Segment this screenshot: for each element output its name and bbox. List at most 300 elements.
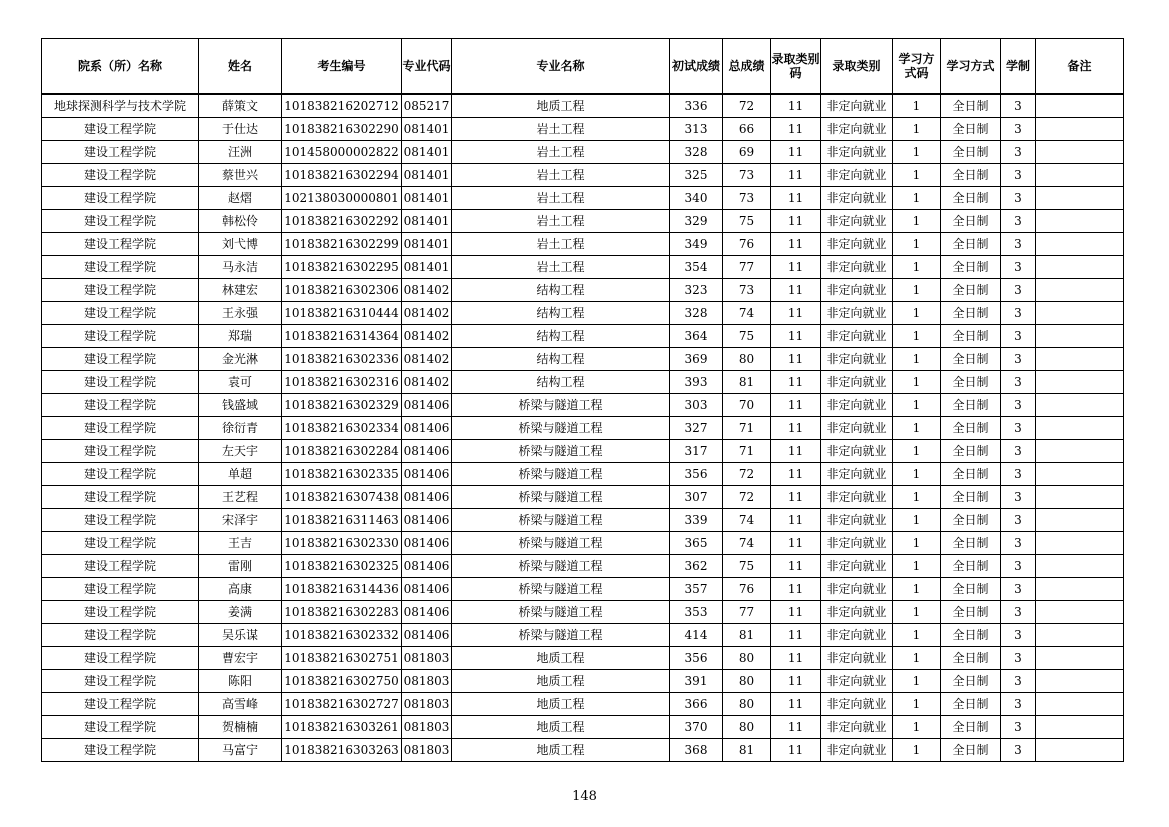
cell-initial-score: 366 [670,693,723,716]
cell-major-code: 081406 [402,555,452,578]
cell-major-code: 081406 [402,417,452,440]
col-header-initial-score: 初试成绩 [670,39,723,95]
cell-major-name: 地质工程 [452,693,670,716]
cell-admission-type-code: 11 [771,601,821,624]
cell-initial-score: 354 [670,256,723,279]
cell-total-score: 76 [723,578,771,601]
cell-major-name: 桥梁与隧道工程 [452,486,670,509]
cell-name: 雷刚 [199,555,282,578]
cell-admission-type: 非定向就业 [821,509,893,532]
cell-total-score: 73 [723,279,771,302]
cell-duration: 3 [1001,348,1036,371]
cell-study-mode: 全日制 [941,624,1001,647]
cell-study-mode: 全日制 [941,348,1001,371]
table-body [42,94,1124,762]
cell-remarks [1036,693,1124,716]
cell-department: 建设工程学院 [42,670,199,693]
cell-initial-score: 349 [670,233,723,256]
table-row [42,371,1124,394]
col-header-admission-type-code: 录取类别码 [771,39,821,95]
cell-department: 建设工程学院 [42,210,199,233]
cell-study-mode-code: 1 [893,187,941,210]
cell-major-name: 桥梁与隧道工程 [452,417,670,440]
cell-duration: 3 [1001,279,1036,302]
cell-initial-score: 307 [670,486,723,509]
cell-major-name: 桥梁与隧道工程 [452,394,670,417]
cell-remarks [1036,739,1124,762]
cell-study-mode-code: 1 [893,141,941,164]
cell-department: 建设工程学院 [42,302,199,325]
cell-duration: 3 [1001,325,1036,348]
cell-admission-type: 非定向就业 [821,141,893,164]
cell-candidate-id: 101838216302332 [282,624,402,647]
cell-major-code: 081406 [402,486,452,509]
cell-name: 王艺程 [199,486,282,509]
cell-admission-type-code: 11 [771,739,821,762]
cell-major-code: 081401 [402,233,452,256]
cell-initial-score: 313 [670,118,723,141]
cell-name: 袁可 [199,371,282,394]
cell-study-mode: 全日制 [941,118,1001,141]
cell-name: 单超 [199,463,282,486]
cell-candidate-id: 101838216302329 [282,394,402,417]
table-row [42,94,1124,118]
table-row [42,739,1124,762]
cell-department: 建设工程学院 [42,532,199,555]
cell-initial-score: 325 [670,164,723,187]
cell-department: 建设工程学院 [42,141,199,164]
cell-study-mode-code: 1 [893,279,941,302]
cell-remarks [1036,486,1124,509]
cell-name: 宋泽宇 [199,509,282,532]
cell-admission-type: 非定向就业 [821,256,893,279]
cell-major-name: 岩土工程 [452,187,670,210]
cell-name: 刘弋博 [199,233,282,256]
cell-department: 建设工程学院 [42,256,199,279]
cell-department: 建设工程学院 [42,486,199,509]
cell-major-name: 桥梁与隧道工程 [452,578,670,601]
table-row [42,325,1124,348]
cell-department: 建设工程学院 [42,555,199,578]
cell-department: 建设工程学院 [42,233,199,256]
cell-major-code: 081406 [402,440,452,463]
cell-remarks [1036,440,1124,463]
cell-duration: 3 [1001,578,1036,601]
cell-admission-type-code: 11 [771,371,821,394]
cell-candidate-id: 101838216302299 [282,233,402,256]
cell-department: 建设工程学院 [42,693,199,716]
cell-major-code: 081401 [402,141,452,164]
cell-total-score: 72 [723,486,771,509]
cell-admission-type-code: 11 [771,486,821,509]
cell-duration: 3 [1001,670,1036,693]
cell-total-score: 69 [723,141,771,164]
cell-admission-type-code: 11 [771,578,821,601]
cell-admission-type-code: 11 [771,118,821,141]
cell-department: 建设工程学院 [42,187,199,210]
cell-duration: 3 [1001,693,1036,716]
cell-admission-type-code: 11 [771,141,821,164]
cell-remarks [1036,578,1124,601]
cell-remarks [1036,187,1124,210]
cell-initial-score: 393 [670,371,723,394]
cell-major-code: 081406 [402,509,452,532]
cell-total-score: 80 [723,693,771,716]
cell-remarks [1036,394,1124,417]
cell-study-mode-code: 1 [893,509,941,532]
cell-name: 韩松伶 [199,210,282,233]
cell-major-code: 081406 [402,601,452,624]
cell-total-score: 80 [723,670,771,693]
cell-initial-score: 414 [670,624,723,647]
table-row [42,187,1124,210]
cell-department: 建设工程学院 [42,463,199,486]
cell-admission-type: 非定向就业 [821,118,893,141]
cell-admission-type: 非定向就业 [821,348,893,371]
cell-major-name: 结构工程 [452,348,670,371]
cell-admission-type: 非定向就业 [821,624,893,647]
cell-candidate-id: 101838216311463 [282,509,402,532]
table-row [42,463,1124,486]
cell-name: 薛策文 [199,94,282,118]
cell-study-mode-code: 1 [893,440,941,463]
cell-remarks [1036,233,1124,256]
cell-study-mode: 全日制 [941,601,1001,624]
cell-major-name: 桥梁与隧道工程 [452,555,670,578]
cell-study-mode: 全日制 [941,256,1001,279]
col-header-remarks: 备注 [1036,39,1124,95]
cell-admission-type: 非定向就业 [821,463,893,486]
table-row [42,578,1124,601]
cell-duration: 3 [1001,394,1036,417]
cell-candidate-id: 101838216302283 [282,601,402,624]
cell-name: 金光淋 [199,348,282,371]
cell-initial-score: 368 [670,739,723,762]
col-header-total-score: 总成绩 [723,39,771,95]
col-header-department: 院系（所）名称 [42,39,199,95]
cell-remarks [1036,164,1124,187]
cell-duration: 3 [1001,141,1036,164]
cell-initial-score: 329 [670,210,723,233]
cell-candidate-id: 101838216302727 [282,693,402,716]
col-header-admission-type: 录取类别 [821,39,893,95]
cell-admission-type-code: 11 [771,394,821,417]
cell-total-score: 81 [723,739,771,762]
cell-total-score: 80 [723,716,771,739]
cell-major-name: 桥梁与隧道工程 [452,624,670,647]
cell-admission-type: 非定向就业 [821,647,893,670]
cell-initial-score: 370 [670,716,723,739]
cell-study-mode-code: 1 [893,164,941,187]
cell-initial-score: 391 [670,670,723,693]
cell-candidate-id: 101838216314436 [282,578,402,601]
cell-name: 郑瑞 [199,325,282,348]
cell-study-mode-code: 1 [893,693,941,716]
cell-major-code: 081803 [402,670,452,693]
cell-remarks [1036,94,1124,118]
cell-major-code: 081406 [402,578,452,601]
cell-admission-type-code: 11 [771,256,821,279]
cell-candidate-id: 101838216314364 [282,325,402,348]
cell-total-score: 81 [723,624,771,647]
table-row [42,532,1124,555]
table-row [42,118,1124,141]
cell-candidate-id: 101838216302334 [282,417,402,440]
cell-total-score: 75 [723,210,771,233]
cell-remarks [1036,279,1124,302]
cell-study-mode: 全日制 [941,94,1001,118]
cell-study-mode: 全日制 [941,693,1001,716]
cell-candidate-id: 101838216310444 [282,302,402,325]
cell-major-code: 081406 [402,394,452,417]
cell-department: 建设工程学院 [42,394,199,417]
cell-study-mode: 全日制 [941,302,1001,325]
cell-major-code: 081803 [402,739,452,762]
cell-major-name: 结构工程 [452,371,670,394]
cell-study-mode-code: 1 [893,302,941,325]
cell-admission-type: 非定向就业 [821,578,893,601]
cell-duration: 3 [1001,256,1036,279]
cell-duration: 3 [1001,624,1036,647]
cell-initial-score: 317 [670,440,723,463]
page-number: 148 [572,789,597,804]
cell-admission-type: 非定向就业 [821,302,893,325]
cell-name: 贺楠楠 [199,716,282,739]
cell-major-name: 桥梁与隧道工程 [452,440,670,463]
cell-duration: 3 [1001,187,1036,210]
col-header-name: 姓名 [199,39,282,95]
cell-admission-type: 非定向就业 [821,233,893,256]
cell-admission-type: 非定向就业 [821,394,893,417]
cell-major-name: 地质工程 [452,670,670,693]
cell-duration: 3 [1001,532,1036,555]
cell-study-mode-code: 1 [893,601,941,624]
cell-study-mode-code: 1 [893,578,941,601]
cell-admission-type-code: 11 [771,302,821,325]
cell-admission-type-code: 11 [771,187,821,210]
cell-admission-type-code: 11 [771,670,821,693]
col-header-study-mode: 学习方式 [941,39,1001,95]
header-row [42,39,1124,95]
admission-table [41,38,1124,762]
cell-department: 建设工程学院 [42,647,199,670]
table-row [42,348,1124,371]
table-row [42,693,1124,716]
cell-initial-score: 356 [670,463,723,486]
cell-candidate-id: 101838216302294 [282,164,402,187]
cell-candidate-id: 101838216302284 [282,440,402,463]
cell-department: 建设工程学院 [42,371,199,394]
cell-total-score: 66 [723,118,771,141]
cell-department: 建设工程学院 [42,509,199,532]
table-row [42,624,1124,647]
cell-name: 林建宏 [199,279,282,302]
table-row [42,440,1124,463]
cell-major-name: 岩土工程 [452,141,670,164]
cell-name: 曹宏宇 [199,647,282,670]
cell-duration: 3 [1001,118,1036,141]
cell-study-mode-code: 1 [893,486,941,509]
cell-name: 姜满 [199,601,282,624]
cell-remarks [1036,670,1124,693]
cell-study-mode-code: 1 [893,371,941,394]
cell-department: 地球探测科学与技术学院 [42,94,199,118]
cell-admission-type: 非定向就业 [821,739,893,762]
cell-total-score: 73 [723,164,771,187]
cell-study-mode: 全日制 [941,210,1001,233]
cell-name: 陈阳 [199,670,282,693]
cell-department: 建设工程学院 [42,578,199,601]
table-row [42,233,1124,256]
cell-study-mode-code: 1 [893,394,941,417]
cell-duration: 3 [1001,463,1036,486]
cell-study-mode: 全日制 [941,141,1001,164]
cell-major-code: 081401 [402,256,452,279]
cell-study-mode-code: 1 [893,94,941,118]
cell-candidate-id: 101838216302325 [282,555,402,578]
cell-initial-score: 336 [670,94,723,118]
cell-major-code: 081406 [402,532,452,555]
cell-admission-type-code: 11 [771,509,821,532]
cell-total-score: 74 [723,509,771,532]
cell-admission-type: 非定向就业 [821,210,893,233]
cell-admission-type-code: 11 [771,647,821,670]
cell-total-score: 76 [723,233,771,256]
cell-admission-type-code: 11 [771,279,821,302]
cell-study-mode-code: 1 [893,647,941,670]
cell-duration: 3 [1001,716,1036,739]
cell-study-mode: 全日制 [941,555,1001,578]
cell-admission-type: 非定向就业 [821,693,893,716]
cell-total-score: 74 [723,532,771,555]
cell-major-name: 岩土工程 [452,118,670,141]
cell-major-name: 结构工程 [452,279,670,302]
cell-candidate-id: 101838216302750 [282,670,402,693]
cell-admission-type: 非定向就业 [821,440,893,463]
cell-name: 高雪峰 [199,693,282,716]
cell-admission-type: 非定向就业 [821,486,893,509]
cell-duration: 3 [1001,647,1036,670]
table-row [42,279,1124,302]
cell-major-name: 岩土工程 [452,164,670,187]
table-row [42,555,1124,578]
cell-major-name: 岩土工程 [452,233,670,256]
cell-candidate-id: 101838216302292 [282,210,402,233]
cell-candidate-id: 101838216302751 [282,647,402,670]
cell-initial-score: 339 [670,509,723,532]
cell-candidate-id: 101838216302316 [282,371,402,394]
cell-study-mode: 全日制 [941,187,1001,210]
cell-major-code: 081401 [402,164,452,187]
cell-total-score: 77 [723,601,771,624]
cell-major-name: 结构工程 [452,325,670,348]
cell-candidate-id: 101838216302306 [282,279,402,302]
cell-department: 建设工程学院 [42,325,199,348]
cell-major-code: 085217 [402,94,452,118]
cell-admission-type: 非定向就业 [821,555,893,578]
cell-major-code: 081402 [402,348,452,371]
cell-admission-type-code: 11 [771,94,821,118]
cell-study-mode: 全日制 [941,440,1001,463]
cell-department: 建设工程学院 [42,601,199,624]
table-row [42,394,1124,417]
cell-major-code: 081402 [402,325,452,348]
cell-admission-type-code: 11 [771,325,821,348]
cell-study-mode-code: 1 [893,417,941,440]
cell-admission-type: 非定向就业 [821,417,893,440]
cell-study-mode-code: 1 [893,670,941,693]
cell-major-name: 桥梁与隧道工程 [452,601,670,624]
cell-initial-score: 328 [670,302,723,325]
cell-study-mode-code: 1 [893,348,941,371]
cell-study-mode-code: 1 [893,463,941,486]
cell-duration: 3 [1001,417,1036,440]
cell-remarks [1036,141,1124,164]
cell-remarks [1036,210,1124,233]
cell-department: 建设工程学院 [42,164,199,187]
cell-admission-type: 非定向就业 [821,716,893,739]
cell-study-mode: 全日制 [941,394,1001,417]
cell-total-score: 72 [723,94,771,118]
cell-major-name: 地质工程 [452,739,670,762]
cell-initial-score: 369 [670,348,723,371]
cell-study-mode-code: 1 [893,739,941,762]
cell-initial-score: 328 [670,141,723,164]
cell-total-score: 71 [723,440,771,463]
cell-admission-type: 非定向就业 [821,187,893,210]
cell-total-score: 72 [723,463,771,486]
cell-total-score: 73 [723,187,771,210]
cell-name: 徐衍青 [199,417,282,440]
col-header-duration: 学制 [1001,39,1036,95]
cell-total-score: 71 [723,417,771,440]
table-row [42,141,1124,164]
cell-remarks [1036,118,1124,141]
cell-initial-score: 327 [670,417,723,440]
cell-candidate-id: 101838216303261 [282,716,402,739]
cell-major-code: 081402 [402,279,452,302]
table-row [42,486,1124,509]
cell-duration: 3 [1001,555,1036,578]
cell-admission-type-code: 11 [771,693,821,716]
table-row [42,302,1124,325]
cell-study-mode: 全日制 [941,325,1001,348]
cell-study-mode: 全日制 [941,417,1001,440]
table-row [42,417,1124,440]
cell-department: 建设工程学院 [42,417,199,440]
cell-admission-type-code: 11 [771,164,821,187]
cell-total-score: 81 [723,371,771,394]
cell-major-code: 081401 [402,187,452,210]
cell-remarks [1036,302,1124,325]
cell-initial-score: 353 [670,601,723,624]
cell-study-mode-code: 1 [893,532,941,555]
cell-admission-type: 非定向就业 [821,164,893,187]
cell-admission-type: 非定向就业 [821,670,893,693]
cell-total-score: 75 [723,325,771,348]
cell-study-mode: 全日制 [941,509,1001,532]
cell-name: 蔡世兴 [199,164,282,187]
cell-admission-type-code: 11 [771,624,821,647]
col-header-major-name: 专业名称 [452,39,670,95]
cell-major-code: 081402 [402,371,452,394]
cell-admission-type: 非定向就业 [821,94,893,118]
cell-name: 马富宁 [199,739,282,762]
cell-duration: 3 [1001,509,1036,532]
cell-admission-type-code: 11 [771,716,821,739]
cell-name: 高康 [199,578,282,601]
cell-admission-type-code: 11 [771,555,821,578]
